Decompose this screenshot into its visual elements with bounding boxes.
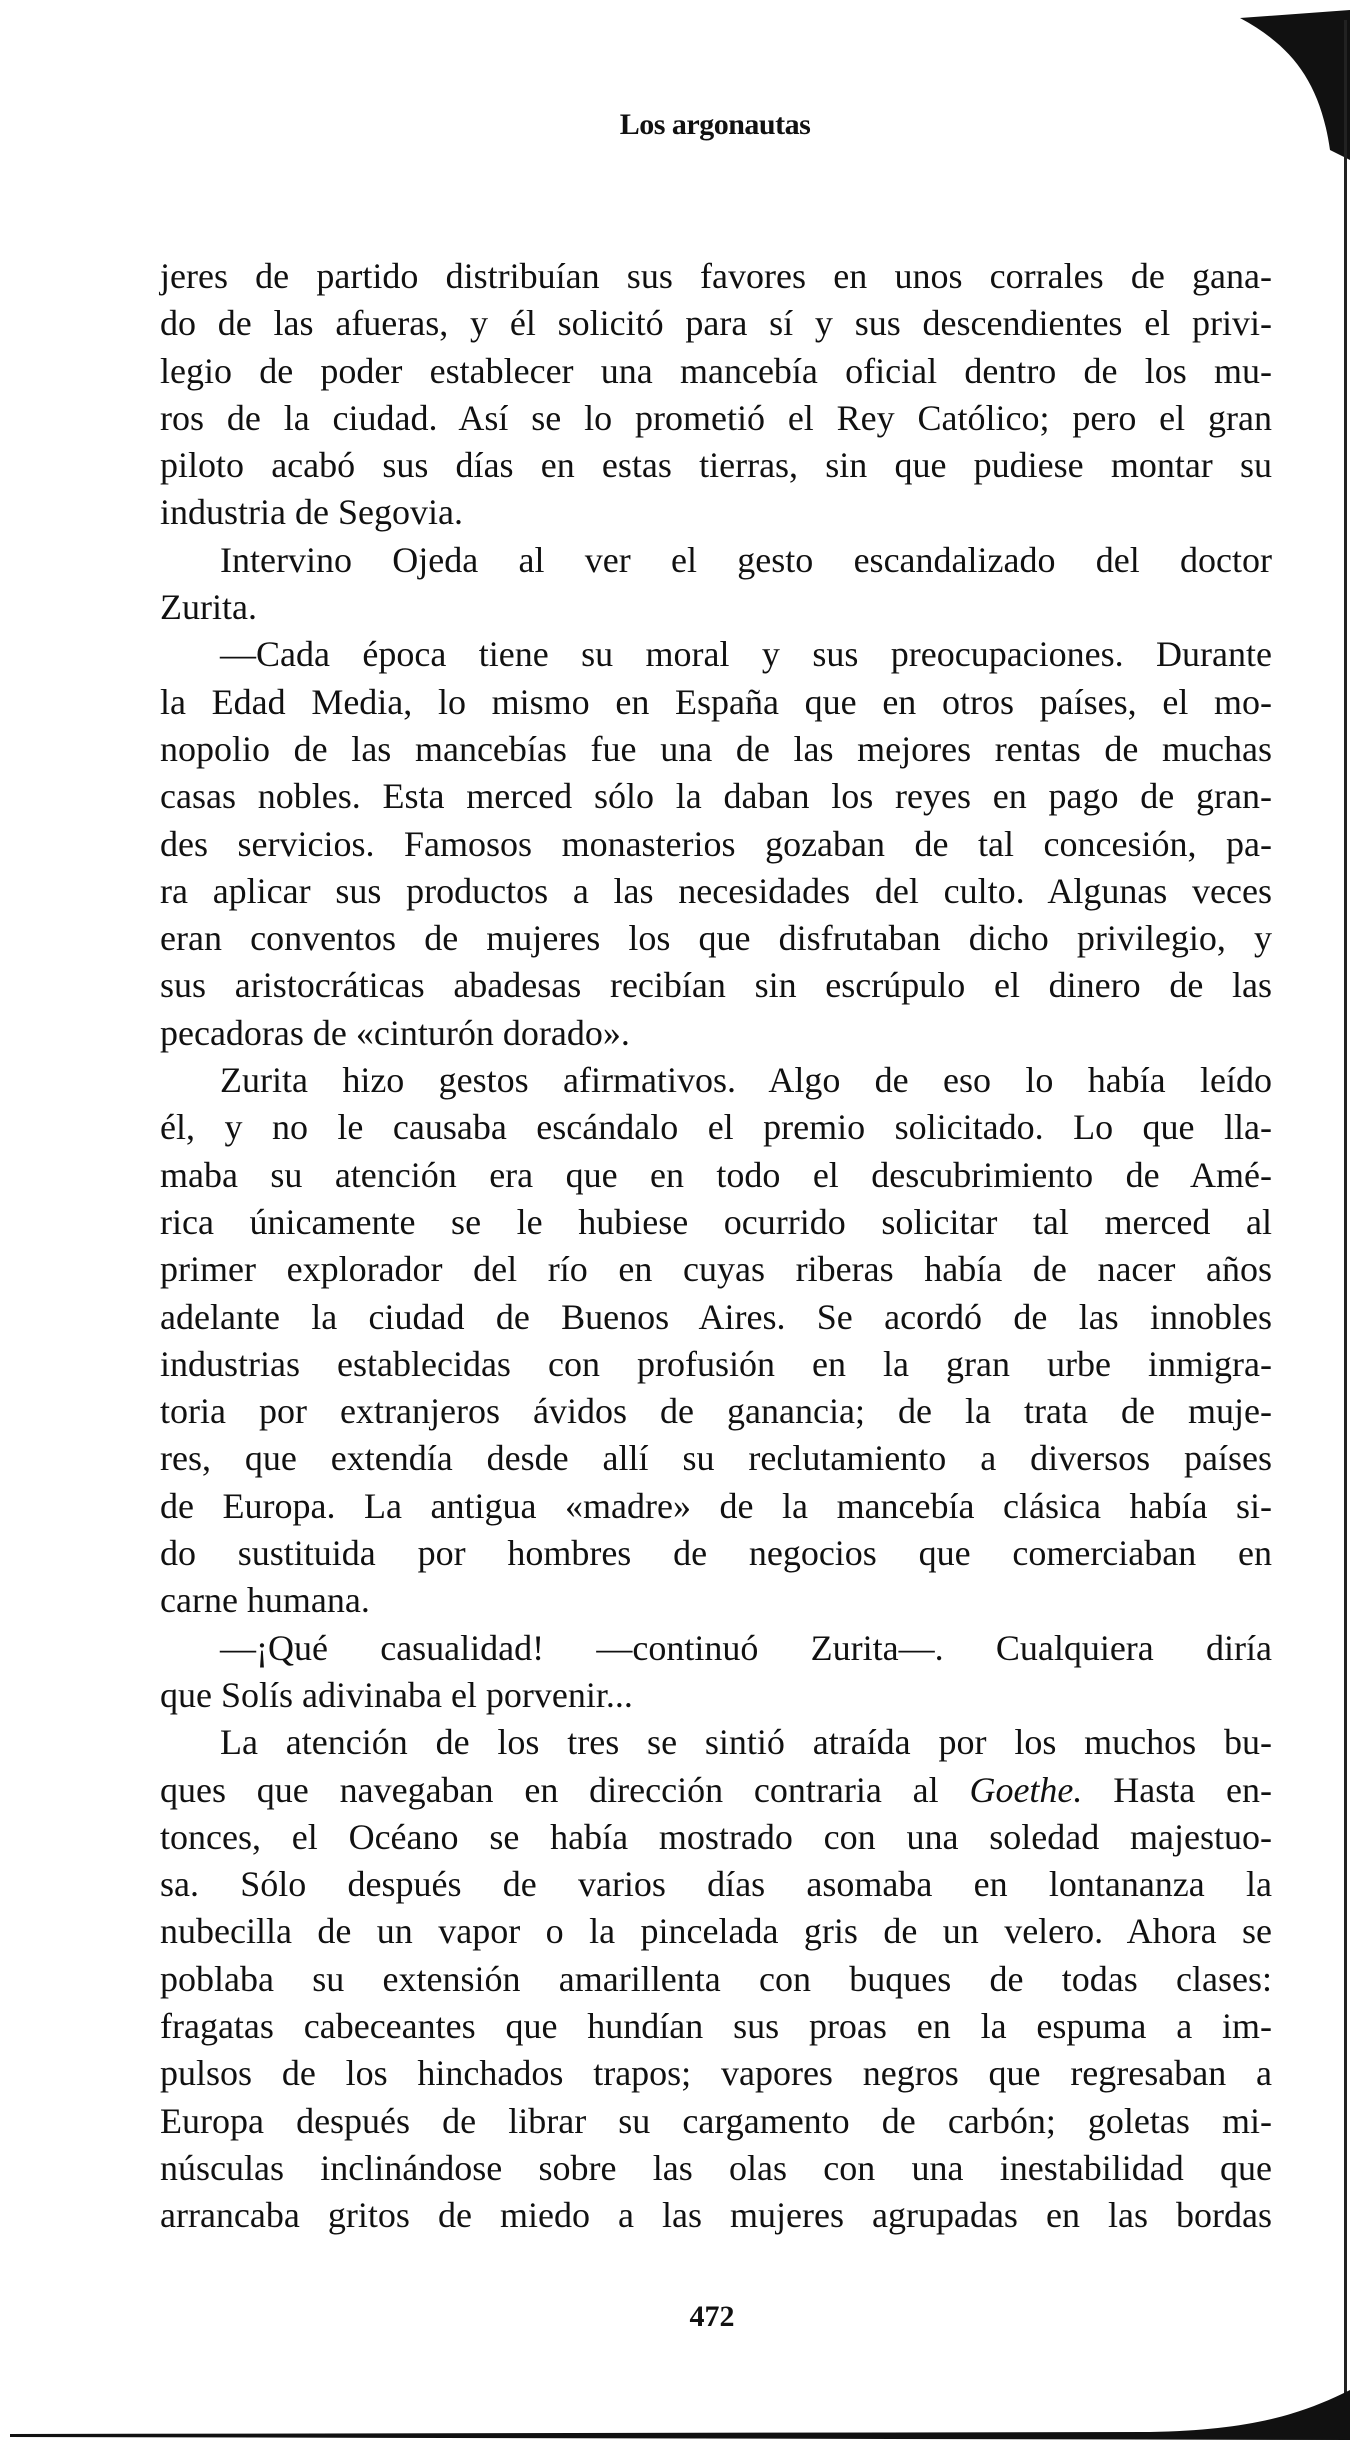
text-line: jeres de partido distribuían sus favores en unos corrales de gana-	[160, 256, 1272, 296]
italic-title: Goethe.	[969, 1769, 1083, 1810]
text-line: maba su atención era que en todo el descubrimiento de Amé-	[160, 1154, 1272, 1195]
text-line: nopolio de las mancebías fue una de las mejores rentas de muchas	[160, 728, 1272, 769]
text-line: él, y no le causaba escándalo el premio solicitado. Lo que lla-	[160, 1107, 1272, 1148]
text-line: arrancaba gritos de miedo a las mujeres agrupadas en las bordas	[160, 2195, 1272, 2236]
text-line: eran conventos de mujeres los que disfrutaban dicho privilegio, y	[160, 918, 1272, 959]
text-line: industrias establecidas con profusión en la gran urbe inmigra-	[160, 1343, 1272, 1384]
paragraph	[160, 631, 1272, 1057]
text-line: —Cada época tiene su moral y sus preocupaciones. Durante	[220, 634, 1272, 675]
text-segment: Hasta en-	[1082, 1769, 1273, 1810]
paragraph	[160, 253, 1272, 537]
text-line: que Solís adivinaba el porvenir...	[160, 1674, 633, 1715]
text-line: do de las afueras, y él solicitó para sí y sus descendientes el privi-	[160, 303, 1272, 344]
text-line: sa. Sólo después de varios días asomaba en lontananza la	[160, 1864, 1272, 1905]
text-line: pulsos de los hinchados trapos; vapores negros que regresaban a	[160, 2053, 1272, 2094]
running-title: Los argonautas	[619, 108, 811, 141]
text-line: do sustituida por hombres de negocios que comerciaban en	[160, 1533, 1272, 1574]
text-line: Intervino Ojeda al ver el gesto escandalizado del doctor	[220, 539, 1272, 580]
text-line: poblaba su extensión amarillenta con buques de todas clases:	[160, 1958, 1272, 1999]
text-line: núsculas inclinándose sobre las olas con una inestabilidad que	[160, 2147, 1272, 2188]
paragraph	[160, 1057, 1272, 1625]
text-line: primer explorador del río en cuyas riberas había de nacer años	[160, 1249, 1272, 1290]
text-line: la Edad Media, lo mismo en España que en otros países, el mo-	[160, 681, 1272, 722]
text-line: legio de poder establecer una mancebía oficial dentro de los mu-	[160, 350, 1272, 391]
paragraph	[160, 537, 1272, 632]
text-line: La atención de los tres se sintió atraída por los muchos bu-	[220, 1722, 1272, 1763]
text-line: Zurita.	[160, 587, 257, 628]
text-line: casas nobles. Esta merced sólo la daban los reyes en pago de gran-	[160, 776, 1272, 817]
paragraph	[160, 1719, 1272, 2239]
text-line: tonces, el Océano se había mostrado con una soledad majestuo-	[160, 1816, 1272, 1857]
text-line: toria por extranjeros ávidos de ganancia; de la trata de muje-	[160, 1391, 1272, 1432]
text-line: ra aplicar sus productos a las necesidades del culto. Algunas veces	[160, 870, 1272, 911]
paragraph	[160, 1625, 1272, 1720]
right-edge-line	[1344, 20, 1347, 2420]
text-line: de Europa. La antigua «madre» de la mancebía clásica había si-	[160, 1485, 1272, 1526]
bottom-edge-line	[10, 2390, 1350, 2440]
text-line: Europa después de librar su cargamento de carbón; goletas mi-	[160, 2100, 1272, 2141]
text-line: adelante la ciudad de Buenos Aires. Se acordó de las innobles	[160, 1296, 1272, 1337]
text-line: rica únicamente se le hubiese ocurrido solicitar tal merced al	[160, 1201, 1272, 1242]
text-line: carne humana.	[160, 1580, 370, 1621]
text-line: nubecilla de un vapor o la pincelada gris de un velero. Ahora se	[160, 1911, 1272, 1952]
text-line: Zurita hizo gestos afirmativos. Algo de eso lo había leído	[220, 1060, 1272, 1101]
text-line: pecadoras de «cinturón dorado».	[160, 1012, 630, 1053]
page-number: 472	[689, 2300, 735, 2333]
text-line	[160, 1767, 1272, 1814]
text-line: fragatas cabeceantes que hundían sus proas en la espuma a im-	[160, 2005, 1272, 2046]
text-segment: ques que navegaban en dirección contraria al	[160, 1769, 970, 1810]
text-line: industria de Segovia.	[160, 492, 463, 533]
body-text	[160, 253, 1272, 2239]
text-line: des servicios. Famosos monasterios gozaban de tal concesión, pa-	[160, 823, 1272, 864]
text-line: piloto acabó sus días en estas tierras, sin que pudiese montar su	[160, 445, 1272, 486]
text-line: sus aristocráticas abadesas recibían sin escrúpulo el dinero de las	[160, 965, 1272, 1006]
text-line: —¡Qué casualidad! —continuó Zurita—. Cualquiera diría	[220, 1627, 1272, 1668]
text-line: res, que extendía desde allí su reclutamiento a diversos países	[160, 1438, 1272, 1479]
text-line: ros de la ciudad. Así se lo prometió el Rey Católico; pero el gran	[160, 397, 1272, 438]
